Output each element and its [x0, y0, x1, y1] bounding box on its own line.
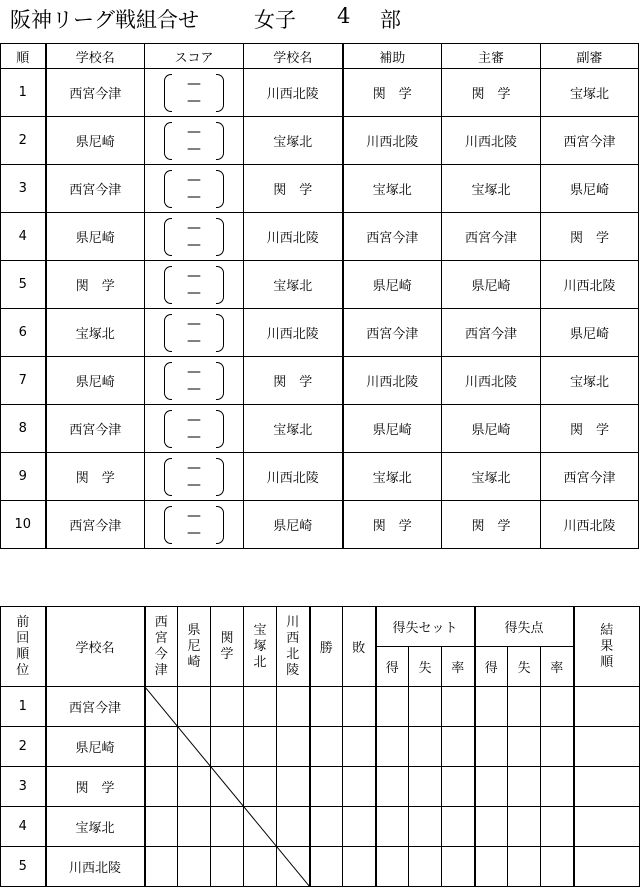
- match-order: 7: [1, 357, 46, 405]
- standings-result-cell[interactable]: [574, 847, 640, 887]
- match-referee: 県尼崎: [442, 261, 541, 309]
- match-assist: 県尼崎: [343, 261, 442, 309]
- standings-win-cell[interactable]: [310, 767, 343, 807]
- standings-result-cell[interactable]: [574, 767, 640, 807]
- match-team-b: 県尼崎: [244, 501, 343, 549]
- match-assist: 川西北陵: [343, 357, 442, 405]
- standings-set-cell[interactable]: [409, 807, 442, 847]
- standings-vs-cell[interactable]: [178, 807, 211, 847]
- match-row: [1, 453, 639, 501]
- match-order: 6: [1, 309, 46, 357]
- match-order: 9: [1, 453, 46, 501]
- standings-vs-cell[interactable]: [277, 807, 310, 847]
- standings-rank: 5: [1, 847, 46, 887]
- match-team-a: 西宮今津: [46, 405, 145, 453]
- standings-vs-cell[interactable]: [211, 847, 244, 887]
- standings-rank: 2: [1, 727, 46, 767]
- header-previous-rank: 前 回 順 位: [1, 607, 46, 687]
- title-division-label: 部: [380, 8, 401, 32]
- standings-vs-cell[interactable]: [145, 767, 178, 807]
- match-team-b: 宝塚北: [244, 117, 343, 165]
- header-set-won: 得: [376, 647, 409, 687]
- standings-school: 県尼崎: [46, 727, 145, 767]
- standings-row: [1, 767, 640, 807]
- match-score[interactable]: — —: [145, 69, 244, 117]
- header-referee: 主審: [442, 44, 541, 69]
- match-team-a: 関 学: [46, 261, 145, 309]
- standings-row: [1, 807, 640, 847]
- match-sub-referee: 宝塚北: [541, 357, 639, 405]
- standings-vs-cell[interactable]: [211, 807, 244, 847]
- match-assist: 関 学: [343, 501, 442, 549]
- standings-set-cell[interactable]: [409, 767, 442, 807]
- standings-result-cell[interactable]: [574, 687, 640, 727]
- standings-loss-cell[interactable]: [343, 807, 376, 847]
- standings-set-cell[interactable]: [442, 687, 475, 727]
- header-school-b: 学校名: [244, 44, 343, 69]
- match-assist: 宝塚北: [343, 165, 442, 213]
- header-set-ratio: 率: [442, 647, 475, 687]
- match-sub-referee: 川西北陵: [541, 261, 639, 309]
- standings-vs-cell[interactable]: [145, 727, 178, 767]
- match-order: 1: [1, 69, 46, 117]
- match-schedule-table: [0, 43, 639, 549]
- match-team-a: 県尼崎: [46, 117, 145, 165]
- match-team-b: 川西北陵: [244, 69, 343, 117]
- match-order: 8: [1, 405, 46, 453]
- match-team-a: 西宮今津: [46, 165, 145, 213]
- standings-result-cell[interactable]: [574, 727, 640, 767]
- standings-vs-cell[interactable]: [244, 807, 277, 847]
- header-set-lost: 失: [409, 647, 442, 687]
- header-losses: 敗: [343, 607, 376, 687]
- match-row: [1, 213, 639, 261]
- match-row: [1, 309, 639, 357]
- match-score[interactable]: — —: [145, 501, 244, 549]
- header-opponent-1: 西 宮 今 津: [145, 607, 178, 687]
- standings-win-cell[interactable]: [310, 687, 343, 727]
- match-team-b: 川西北陵: [244, 453, 343, 501]
- standings-win-cell[interactable]: [310, 847, 343, 887]
- match-assist: 宝塚北: [343, 453, 442, 501]
- match-team-b: 川西北陵: [244, 213, 343, 261]
- standings-school: 宝塚北: [46, 807, 145, 847]
- standings-set-cell[interactable]: [409, 847, 442, 887]
- match-sub-referee: 県尼崎: [541, 309, 639, 357]
- standings-vs-cell[interactable]: [244, 727, 277, 767]
- match-referee: 関 学: [442, 501, 541, 549]
- standings-point-cell[interactable]: [541, 807, 574, 847]
- match-sub-referee: 西宮今津: [541, 117, 639, 165]
- standings-point-cell[interactable]: [541, 687, 574, 727]
- standings-vs-cell[interactable]: [178, 727, 211, 767]
- match-referee: 川西北陵: [442, 357, 541, 405]
- standings-vs-cell[interactable]: [277, 767, 310, 807]
- standings-vs-cell[interactable]: [277, 847, 310, 887]
- header-score: スコア: [145, 44, 244, 69]
- standings-point-cell[interactable]: [508, 807, 541, 847]
- match-team-b: 川西北陵: [244, 309, 343, 357]
- header-opponent-4: 宝 塚 北: [244, 607, 277, 687]
- standings-vs-cell[interactable]: [277, 687, 310, 727]
- match-team-b: 宝塚北: [244, 405, 343, 453]
- match-row: [1, 69, 639, 117]
- standings-set-cell[interactable]: [376, 807, 409, 847]
- match-assist: 西宮今津: [343, 309, 442, 357]
- standings-school: 関 学: [46, 767, 145, 807]
- match-assist: 川西北陵: [343, 117, 442, 165]
- match-referee: 関 学: [442, 69, 541, 117]
- standings-rank: 1: [1, 687, 46, 727]
- standings-loss-cell[interactable]: [343, 687, 376, 727]
- match-team-b: 関 学: [244, 357, 343, 405]
- standings-result-cell[interactable]: [574, 807, 640, 847]
- match-order: 5: [1, 261, 46, 309]
- standings-school: 西宮今津: [46, 687, 145, 727]
- header-opponent-2: 県 尼 崎: [178, 607, 211, 687]
- standings-vs-cell[interactable]: [211, 687, 244, 727]
- match-row: [1, 165, 639, 213]
- match-score[interactable]: — —: [145, 165, 244, 213]
- match-sub-referee: 県尼崎: [541, 165, 639, 213]
- match-score[interactable]: — —: [145, 453, 244, 501]
- standings-set-cell[interactable]: [442, 727, 475, 767]
- standings-set-cell[interactable]: [409, 727, 442, 767]
- match-sub-referee: 西宮今津: [541, 453, 639, 501]
- match-referee: 西宮今津: [442, 213, 541, 261]
- match-team-a: 西宮今津: [46, 501, 145, 549]
- match-score[interactable]: — —: [145, 117, 244, 165]
- standings-point-cell[interactable]: [475, 847, 508, 887]
- match-order: 10: [1, 501, 46, 549]
- standings-set-cell[interactable]: [409, 687, 442, 727]
- header-opponent-3: 関 学: [211, 607, 244, 687]
- match-score[interactable]: — —: [145, 405, 244, 453]
- standings-row: [1, 847, 640, 887]
- standings-vs-cell[interactable]: [178, 687, 211, 727]
- standings-vs-cell[interactable]: [211, 767, 244, 807]
- standings-set-cell[interactable]: [376, 767, 409, 807]
- match-row: [1, 501, 639, 549]
- header-wins: 勝: [310, 607, 343, 687]
- standings-school: 川西北陵: [46, 847, 145, 887]
- header-school: 学校名: [46, 607, 145, 687]
- title-gender: 女子: [254, 8, 296, 32]
- standings-point-cell[interactable]: [508, 847, 541, 887]
- match-row: [1, 117, 639, 165]
- standings-rank: 3: [1, 767, 46, 807]
- match-team-a: 関 学: [46, 453, 145, 501]
- header-point-lost: 失: [508, 647, 541, 687]
- standings-vs-cell[interactable]: [178, 767, 211, 807]
- standings-win-cell[interactable]: [310, 807, 343, 847]
- standings-set-cell[interactable]: [442, 767, 475, 807]
- match-team-a: 西宮今津: [46, 69, 145, 117]
- match-team-b: 宝塚北: [244, 261, 343, 309]
- standings-loss-cell[interactable]: [343, 767, 376, 807]
- header-school-a: 学校名: [46, 44, 145, 69]
- header-sub-referee: 副審: [541, 44, 639, 69]
- standings-loss-cell[interactable]: [343, 847, 376, 887]
- match-sub-referee: 川西北陵: [541, 501, 639, 549]
- standings-point-cell[interactable]: [475, 767, 508, 807]
- standings-point-cell[interactable]: [508, 767, 541, 807]
- standings-vs-cell[interactable]: [277, 727, 310, 767]
- match-score[interactable]: — —: [145, 357, 244, 405]
- standings-point-cell[interactable]: [475, 727, 508, 767]
- standings-set-cell[interactable]: [376, 847, 409, 887]
- match-score[interactable]: — —: [145, 261, 244, 309]
- header-point-diff: 得失点: [475, 607, 574, 647]
- header-point-won: 得: [475, 647, 508, 687]
- match-score[interactable]: — —: [145, 309, 244, 357]
- match-order: 2: [1, 117, 46, 165]
- header-set-diff: 得失セット: [376, 607, 475, 647]
- standings-vs-cell[interactable]: [244, 767, 277, 807]
- match-assist: 関 学: [343, 69, 442, 117]
- page-title: 阪神リーグ戦組合せ: [10, 8, 199, 32]
- match-score[interactable]: — —: [145, 213, 244, 261]
- match-assist: 西宮今津: [343, 213, 442, 261]
- standings-set-cell[interactable]: [442, 807, 475, 847]
- standings-loss-cell[interactable]: [343, 727, 376, 767]
- match-team-a: 県尼崎: [46, 357, 145, 405]
- standings-table: [0, 606, 640, 887]
- header-final-rank: 結 果 順: [574, 607, 640, 687]
- standings-row: [1, 687, 640, 727]
- standings-vs-cell[interactable]: [145, 687, 178, 727]
- standings-point-cell[interactable]: [475, 807, 508, 847]
- match-sub-referee: 宝塚北: [541, 69, 639, 117]
- match-row: [1, 261, 639, 309]
- header-point-ratio: 率: [541, 647, 574, 687]
- header-assist: 補助: [343, 44, 442, 69]
- standings-vs-cell[interactable]: [145, 807, 178, 847]
- standings-point-cell[interactable]: [541, 847, 574, 887]
- match-sub-referee: 関 学: [541, 213, 639, 261]
- match-order: 4: [1, 213, 46, 261]
- standings-set-cell[interactable]: [442, 847, 475, 887]
- standings-vs-cell[interactable]: [178, 847, 211, 887]
- match-sub-referee: 関 学: [541, 405, 639, 453]
- standings-rank: 4: [1, 807, 46, 847]
- standings-vs-cell[interactable]: [244, 847, 277, 887]
- standings-point-cell[interactable]: [508, 727, 541, 767]
- standings-point-cell[interactable]: [475, 687, 508, 727]
- match-referee: 宝塚北: [442, 453, 541, 501]
- standings-point-cell[interactable]: [508, 687, 541, 727]
- standings-set-cell[interactable]: [376, 687, 409, 727]
- header-order: 順: [1, 44, 46, 69]
- standings-point-cell[interactable]: [541, 727, 574, 767]
- match-referee: 宝塚北: [442, 165, 541, 213]
- match-row: [1, 357, 639, 405]
- title-division-number: 4: [337, 4, 351, 28]
- match-referee: 県尼崎: [442, 405, 541, 453]
- standings-point-cell[interactable]: [541, 767, 574, 807]
- match-team-b: 関 学: [244, 165, 343, 213]
- standings-vs-cell[interactable]: [211, 727, 244, 767]
- standings-vs-cell[interactable]: [244, 687, 277, 727]
- match-row: [1, 405, 639, 453]
- match-header-row: [1, 44, 639, 69]
- match-referee: 西宮今津: [442, 309, 541, 357]
- standings-row: [1, 727, 640, 767]
- match-assist: 県尼崎: [343, 405, 442, 453]
- match-team-a: 宝塚北: [46, 309, 145, 357]
- match-team-a: 県尼崎: [46, 213, 145, 261]
- header-opponent-5: 川 西 北 陵: [277, 607, 310, 687]
- standings-win-cell[interactable]: [310, 727, 343, 767]
- standings-vs-cell[interactable]: [145, 847, 178, 887]
- standings-set-cell[interactable]: [376, 727, 409, 767]
- match-referee: 川西北陵: [442, 117, 541, 165]
- match-order: 3: [1, 165, 46, 213]
